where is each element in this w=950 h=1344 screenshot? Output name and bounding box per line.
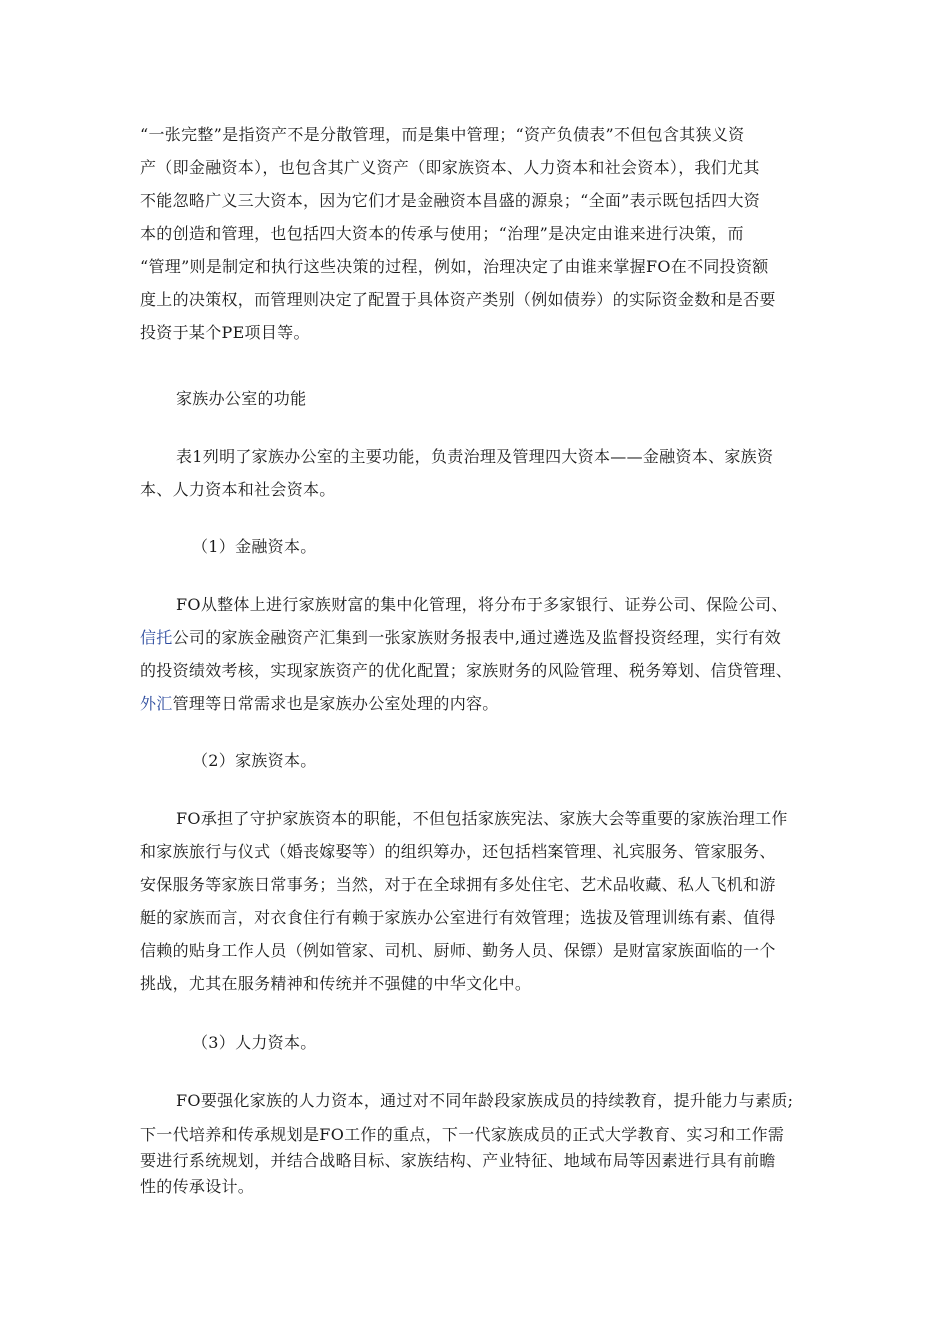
text-line: 本的创造和管理，也包括四大资本的传承与使用；“治理”是决定由谁来进行决策，而	[140, 224, 744, 243]
paragraph-human-capital	[140, 1084, 820, 1117]
paragraph-financial-capital	[140, 588, 820, 720]
text-line: 挑战，尤其在服务精神和传统并不强健的中华文化中。	[140, 974, 532, 993]
heading-text: （1）金融资本。	[192, 537, 317, 556]
heading-text: 家族办公室的功能	[176, 389, 307, 408]
text-line: 要进行系统规划，并结合战略目标、家族结构、产业特征、地域布局等因素进行具有前瞻	[140, 1151, 776, 1170]
text-line: FO要强化家族的人力资本，通过对不同年龄段家族成员的持续教育，提升能力与素质;	[176, 1091, 794, 1110]
text-line: “一张完整”是指资产不是分散管理，而是集中管理；“资产负债表”不但包含其狭义资	[140, 125, 745, 144]
text-line: 本、人力资本和社会资本。	[140, 480, 336, 499]
heading-text: （2）家族资本。	[192, 751, 317, 770]
paragraph-human-capital-continued	[140, 1122, 820, 1200]
section-heading-human-capital	[140, 1026, 820, 1059]
section-heading-financial-capital	[140, 530, 820, 563]
paragraph-family-capital	[140, 802, 820, 1000]
text-line: FO从整体上进行家族财富的集中化管理，将分布于多家银行、证券公司、保险公司、	[176, 595, 788, 614]
text-line: 投资于某个PE项目等。	[140, 323, 310, 342]
text-line: 不能忽略广义三大资本，因为它们才是金融资本昌盛的源泉；“全面”表示既包括四大资	[140, 191, 761, 210]
section-heading-family-capital	[140, 744, 820, 777]
text-span: 公司的家族金融资产汇集到一张家族财务报表中,通过遴选及监督投资经理，实行有效	[172, 628, 782, 647]
paragraph-definition	[140, 118, 820, 349]
text-line: 度上的决策权，而管理则决定了配置于具体资产类别（例如债券）的实际资金数和是否要	[140, 290, 776, 309]
text-line: 的投资绩效考核，实现家族资产的优化配置；家族财务的风险管理、税务筹划、信贷管理、	[140, 661, 793, 680]
paragraph-intro	[140, 440, 820, 506]
text-line: 安保服务等家族日常事务；当然，对于在全球拥有多处住宅、艺术品收藏、私人飞机和游	[140, 875, 776, 894]
text-line: “管理”则是制定和执行这些决策的过程，例如，治理决定了由谁来掌握FO在不同投资额	[140, 257, 769, 276]
text-span: 管理等日常需求也是家族办公室处理的内容。	[172, 694, 499, 713]
text-line: FO承担了守护家族资本的职能，不但包括家族宪法、家族大会等重要的家族治理工作	[176, 809, 788, 828]
text-line: 信赖的贴身工作人员（例如管家、司机、厨师、勤务人员、保镖）是财富家族面临的一个	[140, 941, 776, 960]
text-line	[140, 687, 820, 720]
text-line: 表1列明了家族办公室的主要功能，负责治理及管理四大资本——金融资本、家族资	[176, 447, 774, 466]
link-forex[interactable]: 外汇	[140, 694, 173, 713]
text-line: 艇的家族而言，对衣食住行有赖于家族办公室进行有效管理；选拔及管理训练有素、值得	[140, 908, 776, 927]
text-line	[140, 621, 820, 654]
heading-text: （3）人力资本。	[192, 1033, 317, 1052]
link-trust[interactable]: 信托	[140, 628, 173, 647]
text-line: 性的传承设计。	[140, 1177, 255, 1196]
text-line: 产（即金融资本），也包含其广义资产（即家族资本、人力资本和社会资本），我们尤其	[140, 158, 760, 177]
text-line: 和家族旅行与仪式（婚丧嫁娶等）的组织筹办，还包括档案管理、礼宾服务、管家服务、	[140, 842, 776, 861]
section-heading-functions	[140, 382, 820, 415]
text-line: 下一代培养和传承规划是FO工作的重点，下一代家族成员的正式大学教育、实习和工作需	[140, 1125, 785, 1144]
